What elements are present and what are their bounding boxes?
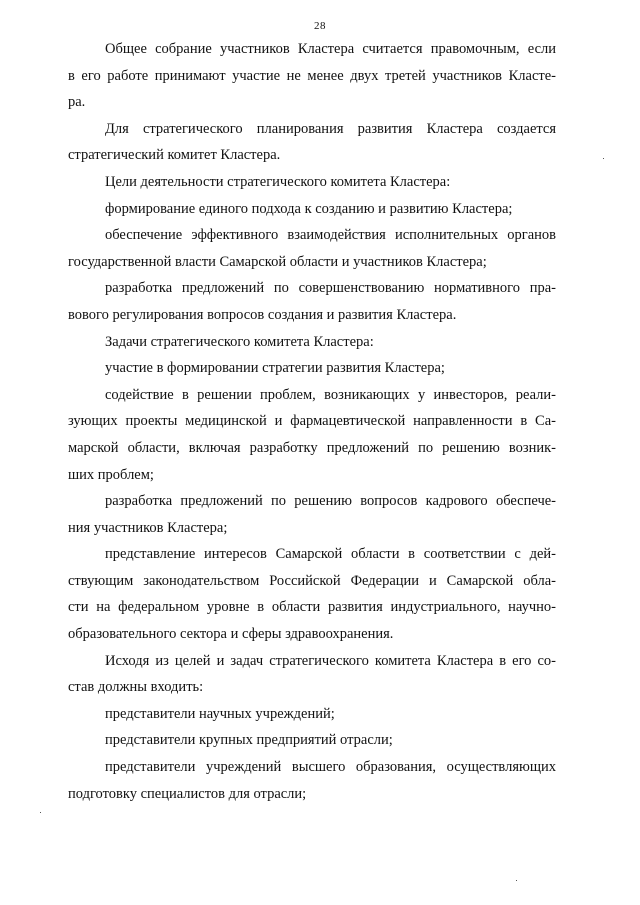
text-line: содействие в решении проблем, возникающих у инвесторов, реали-: [105, 386, 556, 403]
text-line: участие в формировании стратегии развития Кластера;: [105, 360, 445, 377]
scan-speck: [516, 880, 517, 881]
text-line: ния участников Кластера;: [68, 519, 228, 536]
text-line: Задачи стратегического комитета Кластера:: [105, 333, 374, 350]
text-line: зующих проекты медицинской и фармацевтической направленности в Са-: [68, 413, 556, 430]
text-line: разработка предложений по совершенствованию нормативного пра-: [105, 280, 556, 297]
text-line: Для стратегического планирования развития Кластера создается: [105, 120, 556, 137]
page-number: 28: [314, 20, 326, 32]
text-line: Цели деятельности стратегического комитета Кластера:: [105, 173, 451, 190]
text-line: обеспечение эффективного взаимодействия исполнительных органов: [105, 227, 556, 244]
text-line: разработка предложений по решению вопросов кадрового обеспече-: [105, 493, 556, 510]
text-line: государственной власти Самарской области и участников Кластера;: [68, 253, 487, 270]
text-line: подготовку специалистов для отрасли;: [68, 785, 307, 802]
text-line: представители крупных предприятий отрасли;: [105, 732, 393, 749]
document-body: [68, 36, 556, 807]
text-line: ра.: [68, 94, 86, 111]
text-line: марской области, включая разработку предложений по решению возник-: [68, 439, 556, 456]
text-line: сти на федеральном уровне в области развития индустриального, научно-: [68, 599, 556, 616]
text-line: Исходя из целей и задач стратегического комитета Кластера в его со-: [105, 652, 556, 669]
text-line: представители научных учреждений;: [105, 705, 335, 722]
text-line: представление интересов Самарской области в соответствии с дей-: [105, 546, 556, 563]
text-line: ствующим законодательством Российской Федерации и Самарской обла-: [68, 572, 556, 589]
text-line: Общее собрание участников Кластера считается правомочным, если: [105, 41, 556, 57]
scan-speck: [40, 812, 41, 813]
text-line: представители учреждений высшего образования, осуществляющих: [105, 759, 556, 776]
text-line: вового регулирования вопросов создания и развития Кластера.: [68, 306, 457, 323]
text-line: став должны входить:: [68, 679, 204, 696]
scan-speck: [603, 158, 604, 159]
text-line: стратегический комитет Кластера.: [68, 147, 281, 164]
text-line: ших проблем;: [68, 466, 154, 483]
text-line: образовательного сектора и сферы здравоохранения.: [68, 626, 394, 643]
text-line: формирование единого подхода к созданию и развитию Кластера;: [105, 200, 513, 217]
text-line: в его работе принимают участие не менее двух третей участников Класте-: [68, 67, 556, 84]
